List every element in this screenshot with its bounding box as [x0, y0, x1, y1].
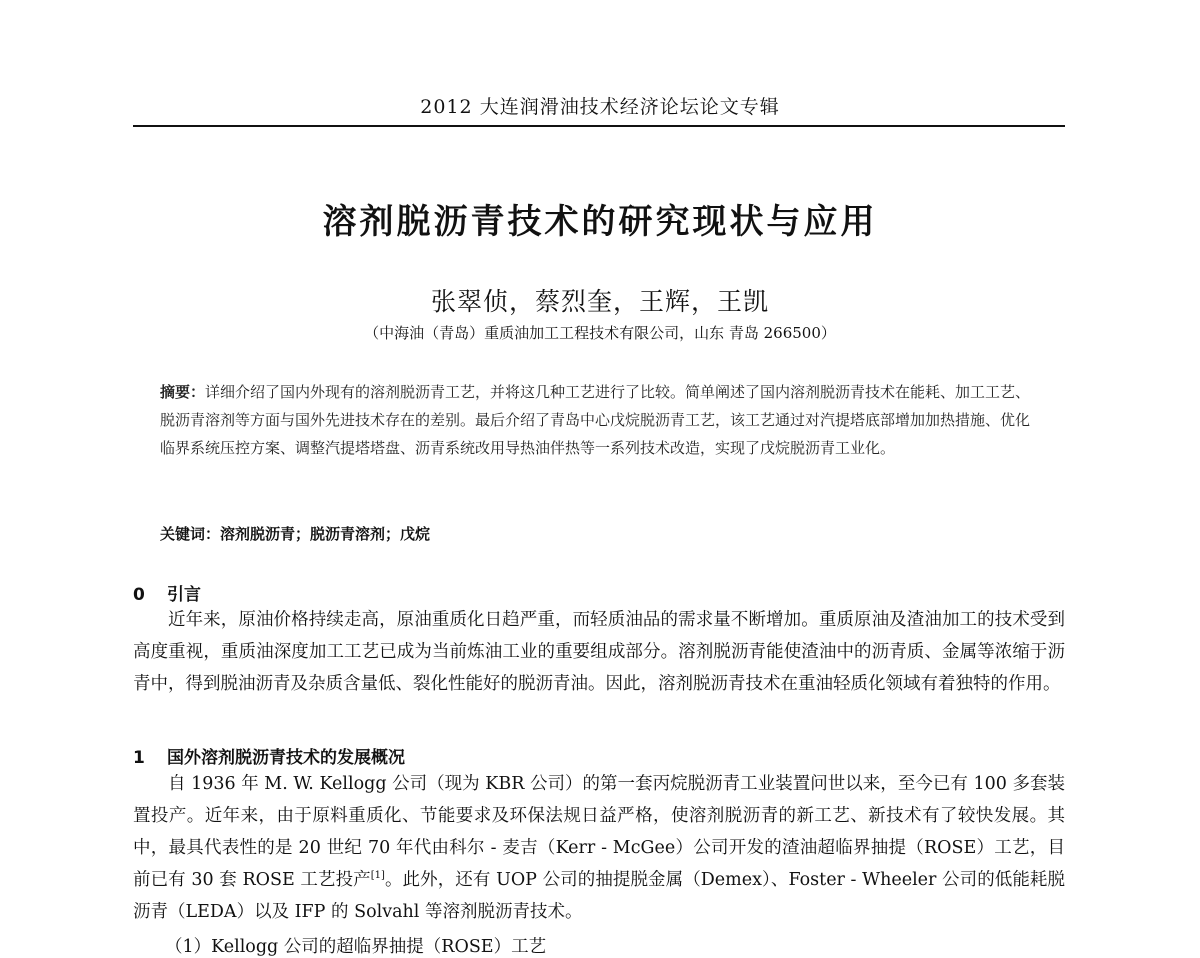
citation-ref: [1] [370, 870, 385, 882]
header-rule [133, 125, 1065, 127]
running-header: 2012 大连润滑油技术经济论坛论文专辑 [420, 96, 780, 118]
section-heading-intro [133, 580, 201, 605]
paper-authors: 张翠侦，蔡烈奎，王辉，王凯 [430, 287, 769, 316]
section-number: 1 [133, 748, 145, 768]
abstract-text: 详细介绍了国内外现有的溶剂脱沥青工艺，并将这几种工艺进行了比较。简单阐述了国内溶剂脱沥青技术在能耗、加工工艺、脱沥青溶剂等方面与国外先进技术存在的差别。最后介绍了青岛中心戊烷脱沥青工艺，该工艺通过对汽提塔底部增加加热措施、优化临界系统压控方案、调整汽提塔塔盘、沥青系统改用导热油伴热等一系列技术改造，实现了戊烷脱沥青工业化。 [160, 383, 1031, 457]
intro-paragraph: 近年来，原油价格持续走高，原油重质化日趋严重，而轻质油品的需求量不断增加。重质原油及渣油加工的技术受到高度重视，重质油深度加工工艺已成为当前炼油工业的重要组成部分。溶剂脱沥青能使渣油中的沥青质、金属等浓缩于沥青中，得到脱油沥青及杂质含量低、裂化性能好的脱沥青油。因此，溶剂脱沥青技术在重油轻质化领域有着独特的作用。 [133, 610, 1065, 694]
abstract [160, 378, 1040, 462]
paper-title: 溶剂脱沥青技术的研究现状与应用 [322, 202, 878, 242]
subsection-heading: （1）Kellogg 公司的超临界抽提（ROSE）工艺 [165, 937, 547, 957]
overview-text-a: 自 1936 年 M. W. Kellogg 公司（现为 KBR 公司）的第一套丙烷脱沥青工业装置问世以来，至今已有 100 多套装置投产。近年来，由于原料重质化、节能要求及环保法规日益严格，使溶剂脱沥青的新工艺、新技术有了较快发展。其中，最具代表性的是 20 世纪 70 年代由科尔 - 麦吉（Kerr - McGee）公司开发的渣油超临界抽提（ROSE）工艺，目前已有 30 套 ROSE 工艺投产 [133, 774, 1065, 890]
keywords-label: 关键词： [160, 525, 221, 543]
abstract-label: 摘要： [160, 383, 206, 401]
keywords-text: 溶剂脱沥青；脱沥青溶剂；戊烷 [220, 525, 431, 543]
section-title: 国外溶剂脱沥青技术的发展概况 [167, 748, 405, 768]
author-affiliation: （中海油（青岛）重质油加工工程技术有限公司，山东 青岛 266500） [364, 324, 836, 342]
keywords [160, 523, 1040, 544]
section-title: 引言 [167, 585, 201, 605]
overview-text-b: 。此外，还有 UOP 公司的抽提脱金属（Demex）、Foster - Wheeler 公司的低能耗脱沥青（LEDA）以及 IFP 的 Solvahl 等溶剂脱沥青技术。 [133, 870, 1065, 922]
section-number: 0 [133, 585, 145, 605]
overview-paragraph [133, 768, 1065, 928]
section-heading-overview [133, 743, 405, 768]
